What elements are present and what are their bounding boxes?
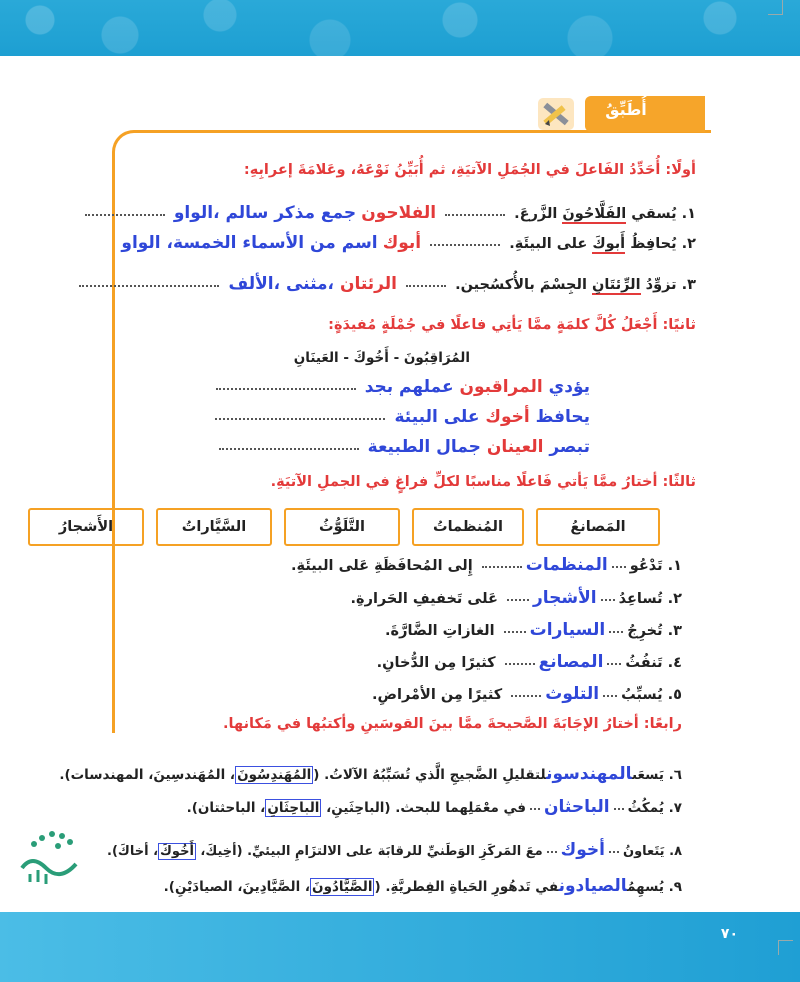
item-text-after: الجِسْمَ بالأُكسُجين. [455, 277, 592, 293]
fill-answer[interactable]: المهندسون [546, 764, 632, 784]
q2-heading: ثانيًا: أَجْعَلُ كُلَّ كلمَةٍ ممَّا يَأتِي فاعلًا في جُمْلَةٍ مُفيدَةٍ: [328, 317, 696, 333]
item-number: ١. [681, 206, 696, 222]
word-box[interactable]: المَصانعُ [536, 508, 660, 546]
item-rest: ، المُهَندسِينَ، المهندسات). [59, 767, 236, 783]
word-box[interactable]: الأَشجارُ [28, 508, 144, 546]
dotted-line [609, 850, 619, 853]
fill-answer[interactable]: المنظمات [525, 555, 608, 575]
dotted-line [482, 565, 522, 568]
q4-item-6 [59, 764, 682, 784]
dotted-line [79, 284, 219, 287]
q1-item-2 [121, 233, 696, 253]
fill-answer[interactable]: السيارات [529, 620, 606, 640]
q2-sentence-3 [215, 437, 590, 457]
q1-item-1 [81, 203, 696, 223]
item-verb: تَدْعُو [629, 558, 663, 574]
dotted-line [603, 694, 617, 697]
item-text-before: يُحافِظُ [625, 236, 677, 252]
fill-answer[interactable]: المصانع [538, 652, 604, 672]
dotted-line [505, 662, 535, 665]
dotted-line [530, 807, 540, 810]
practice-label: أُطَبِّقُ [605, 100, 647, 119]
dotted-line [219, 447, 359, 450]
item-rest: ، الصَّيَّادِينَ، الصيادَيْنِ). [163, 879, 311, 895]
item-number: ٧. [668, 800, 682, 816]
answer-blue[interactable]: جمع مذكر سالم ،الواو [173, 203, 357, 223]
item-rest: إِلى المُحافَظَةِ عَلى البيئَةِ. [291, 558, 473, 574]
q3-item-1 [291, 555, 682, 575]
sentence-pre[interactable]: تبصر [543, 437, 590, 457]
item-rest: ، الباحثتان). [186, 800, 266, 816]
answer-blue[interactable]: اسم من الأسماء الخمسة، الواو [121, 233, 378, 253]
item-subject: الفَلَّاحُونَ [562, 206, 627, 222]
item-rest: ، أخاكَ). [107, 844, 159, 859]
crop-mark [778, 940, 793, 955]
fill-answer[interactable]: الباحثان [544, 797, 610, 817]
dotted-line [607, 662, 621, 665]
dotted-line [612, 565, 626, 568]
sentence-pre[interactable]: يؤدي [542, 377, 590, 397]
item-number: ٩. [668, 879, 682, 895]
word-bank [28, 508, 660, 546]
sentence-post[interactable]: جمال الطبيعة [367, 437, 487, 457]
answer-red[interactable]: الفلاحون [361, 203, 437, 223]
item-subject: الرِّئتَانِ [591, 277, 641, 293]
item-number: ١. [667, 558, 682, 574]
item-verb: يَتَعاونُ [622, 844, 665, 859]
dotted-line [504, 630, 526, 633]
selected-option[interactable]: المُهَندِسُونَ [237, 767, 312, 783]
q4-item-7 [187, 797, 682, 817]
item-rest: عَلى تَخفيفِ الحَرارةِ. [350, 591, 498, 607]
item-verb: يُسبِّبُ [621, 687, 663, 703]
word-box[interactable]: المُنظماتُ [412, 508, 524, 546]
selected-option[interactable]: أَخُوكَ [160, 844, 194, 859]
item-mid: معَ المَركَزِ الوَطَنيِّ للرقابَة على الالتزَامِ البيئيِّ. (أخِيكَ، [195, 844, 543, 859]
item-text-after: الزَّرعَ. [514, 206, 563, 222]
page-number: ٧٠ [720, 926, 738, 942]
dotted-line [406, 284, 446, 287]
item-number: ٤. [667, 655, 682, 671]
pencil-ruler-icon [536, 96, 576, 132]
dotted-line [215, 417, 385, 420]
q3-heading: ثالثًا: أختارُ ممَّا يَأتي فَاعلًا مناسبًا لكلِّ فراغٍ في الجملِ الآتيَةِ. [270, 474, 696, 490]
sentence-subject[interactable]: أخوك [485, 407, 530, 427]
q1-item-3 [75, 274, 696, 294]
banner-pattern [0, 0, 800, 56]
item-mid: لتقليلِ الضَّجيجِ الَّذي تُسَبِّبُهُ الآلاتُ. ( [313, 767, 547, 783]
q2-words: المُرَاقِبُونَ - أَخُوكَ - العَينَانِ [293, 350, 470, 366]
dotted-line [609, 630, 623, 633]
q3-item-3 [385, 620, 682, 640]
q3-item-5 [372, 684, 682, 704]
item-mid: في معْمَلِهما للبحث. (الباحِثَينِ، [321, 800, 527, 816]
item-verb: يُسهِمُ [627, 879, 664, 895]
dotted-line [547, 850, 557, 853]
crop-mark [768, 0, 783, 15]
item-number: ٨. [669, 844, 682, 859]
item-text-before: يُسقي [626, 206, 677, 222]
item-number: ٢. [667, 591, 682, 607]
dotted-line [430, 243, 500, 246]
answer-blue[interactable]: ،مثنى ،الألف [228, 274, 340, 294]
item-number: ٢. [681, 236, 696, 252]
item-rest: كثيرًا مِن الدُّخانِ. [376, 655, 496, 671]
selected-option[interactable]: الصَّيَّادُونَ [312, 879, 373, 895]
dotted-line [601, 598, 615, 601]
item-text-before: تزوِّدُ [640, 277, 677, 293]
sentence-subject[interactable]: المراقبون [459, 377, 543, 397]
q4-heading: رابعًا: أختارُ الإجَابَةَ الصَّحيحةَ ممَّا بينَ القوسَينِ وأكتبُها في مَكانها. [223, 716, 682, 732]
dotted-line [614, 807, 624, 810]
item-text-after: على البيئَةِ. [509, 236, 593, 252]
dotted-line [216, 387, 356, 390]
q3-item-2 [351, 588, 682, 608]
item-verb: يُمكُثُ [627, 800, 664, 816]
item-number: ٥. [667, 687, 682, 703]
item-number: ٦. [668, 767, 682, 783]
q3-item-4 [377, 652, 682, 672]
q1-heading: أولًا: أُحَدِّدُ الفَاعلَ في الجُمَلِ الآتيَةِ، ثم أُبَيِّنُ نَوْعَهُ، وعَلامَةَ إعرابِهِ: [243, 162, 696, 178]
word-box[interactable]: السَّيَّاراتُ [156, 508, 272, 546]
dotted-line [445, 213, 505, 216]
dotted-line [507, 598, 529, 601]
item-subject: أَبوكَ [592, 236, 626, 252]
item-verb: تُساعِدُ [618, 591, 663, 607]
vision-logo-icon [12, 824, 86, 896]
sentence-post[interactable]: عملهم بجد [364, 377, 460, 397]
sentence-post[interactable]: على البيئة [394, 407, 486, 427]
item-mid: في تَدهُورِ الحَياةِ الفِطريَّةِ. ( [374, 879, 559, 895]
q4-item-9 [164, 876, 682, 896]
item-rest: الغازاتِ الضَّارَّةَ. [385, 623, 495, 639]
answer-red[interactable]: الرئتان [339, 274, 397, 294]
item-number: ٣. [667, 623, 682, 639]
answer-red[interactable]: أبوك [382, 233, 422, 253]
word-box[interactable]: التَّلَوُّثُ [284, 508, 400, 546]
q4-item-8 [107, 840, 682, 860]
item-verb: تُخرِجُ [627, 623, 663, 639]
selected-option[interactable]: الباحِثَانِ [267, 800, 320, 816]
bottom-banner [0, 912, 800, 982]
top-banner [0, 0, 800, 56]
q2-sentence-2 [211, 407, 590, 427]
fill-answer[interactable]: أخوك [560, 840, 605, 860]
item-rest: كثيرًا مِن الأمْراضِ. [372, 687, 503, 703]
sentence-pre[interactable]: يحافظ [529, 407, 590, 427]
fill-answer[interactable]: الأشجار [532, 588, 597, 608]
fill-answer[interactable]: التلوث [545, 684, 600, 704]
item-verb: يَسعَى [631, 767, 664, 783]
item-verb: تَنفُثُ [625, 655, 663, 671]
q2-sentence-1 [212, 377, 590, 397]
fill-answer[interactable]: الصيادون [558, 876, 628, 896]
dotted-line [85, 213, 165, 216]
dotted-line [511, 694, 541, 697]
item-number: ٣. [681, 277, 696, 293]
sentence-subject[interactable]: العينان [486, 437, 544, 457]
